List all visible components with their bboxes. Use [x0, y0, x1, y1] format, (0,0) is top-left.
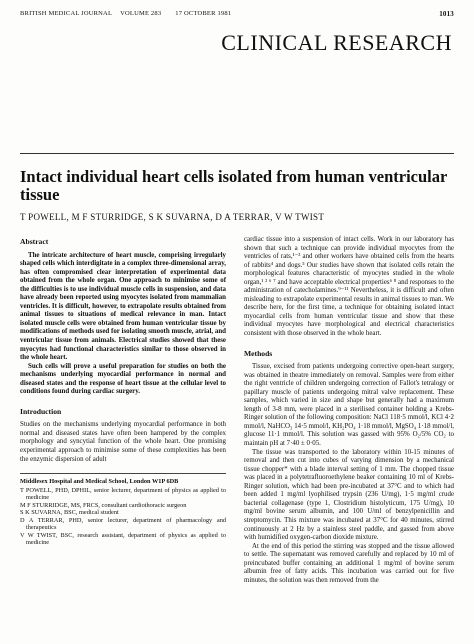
methods-paragraph: The tissue was transported to the laboratory within 10-15 minutes of removal and then cut into cubes of varying dimension by a mechanical tissue chopper* with a blade interval setting of 1 mm. The chopped tissue was placed in a polytetrafluoroethylene beaker containing 10 ml of Krebs-Ringer solution, which had been pre-incubated at 37°C and to which had been added 1 mg/ml lyophilised trypsin (236 U/mg), 1·5 mg/ml crude bacterial collagenase (type 1, Clostridium histolyticum, 175 U/mg), 10 mg/ml bovine serum albumin, and 100 U/ml of benzylpenicillin and streptomycin. This mixture was incubated at 37°C for 40 minutes, stirred continuously at 2 Hz by a stainless steel paddle, and gassed from above with humidified oxygen-carbon dioxide mixture. [244, 448, 454, 542]
left-column [20, 236, 226, 547]
abstract-paragraph: The intricate architecture of heart muscle, comprising irregularly shaped cells which interdigitate in a complex three-dimensional array, has often compromised clear interpretation of experimental data obtained from the whole organ. One approach to minimise some of the difficulties is to use individual muscle cells in suspension, and data have already been reported using myocytes isolated from mammalian ventricles. It is difficult, however, to extrapolate results obtained from animal tissues to situations of medical relevance in man. Intact isolated muscle cells were obtained from human ventricular tissue by modifications of methods used for isolating smooth muscle, atrial, and ventricular tissue from animals. Electrical studies showed that these myocytes had functional characteristics similar to those observed in the whole heart. [20, 251, 226, 362]
affiliation-line: M F STURRIDGE, MS, FRCS, consultant cardiothoracic surgeon [20, 501, 187, 509]
running-head [20, 10, 454, 18]
title-divider [20, 153, 454, 154]
affiliation-line: V W TWIST, BSC, research assistant, department of physics as applied to medicine [20, 531, 226, 547]
article-title: Intact individual heart cells isolated from human ventricular tissue [20, 167, 448, 204]
introduction-heading: Introduction [20, 406, 62, 416]
journal-name: BRITISH MEDICAL JOURNAL [20, 10, 113, 17]
introduction-paragraph: Studies on the mechanisms underlying myocardial performance in both normal and diseased states have often been hampered by the complex morphology and syncytial function of the whole heart. One promising experimental approach to minimise some of these complexities has been the enzymic dispersion of adult [20, 421, 226, 463]
affiliation-line: T POWELL, PHD, DPHIL, senior lecturer, department of physics as applied to medicine [20, 486, 226, 502]
page-number: 1013 [439, 10, 454, 18]
author-list: T POWELL, M F STURRIDGE, S K SUVARNA, D A TERRAR, V W TWIST [20, 212, 325, 222]
affiliation-line: D A TERRAR, PHD, senior lecturer, department of pharmacology and therapeutics [20, 516, 226, 532]
section-title: CLINICAL RESEARCH [221, 30, 452, 55]
abstract-paragraph: Such cells will prove a useful preparation for studies on both the mechanisms underlying myocardial performance in normal and diseased states and the response of heart tissue at the cellular level to conditions found during cardiac surgery. [20, 362, 226, 396]
introduction-continued: cardiac tissue into a suspension of intact cells. Work in our laboratory has shown that such a technique can provide individual myocytes from the ventricles of rats,¹⁻³ and other workers have obtained cells from the hearts of rabbits⁴ and dogs.⁵ Our studies have shown that isolated cells retain the morphological features characteristic of myocytes studied in the whole organ,¹ ² ⁶ ⁷ and have acceptable electrical properties⁶ ⁸ and responses to the administration of catecholamines.⁹⁻¹¹ Nevertheless, it is difficult and often misleading to extrapolate experimental results in animal tissues to man. We describe here, for the first time, a technique for obtaining isolated intact myocardial cells from human ventricular tissue and show that these individual myocytes have morphological and electrical characteristics consistent with those observed in the whole heart. [244, 236, 454, 338]
issue-date: 17 OCTOBER 1981 [175, 10, 232, 17]
spacer [20, 397, 226, 406]
spacer [244, 339, 454, 348]
affiliations [20, 473, 226, 547]
institution: Middlesex Hospital and Medical School, London W1P 6DB [20, 478, 179, 486]
right-column [244, 236, 454, 585]
abstract-body [20, 252, 226, 397]
affiliation-line: S K SUVARNA, BSC, medical student [20, 509, 119, 517]
volume-number: VOLUME 283 [120, 10, 162, 17]
methods-paragraph: At the end of this period the stirring was stopped and the tissue allowed to settle. The supernatant was removed carefully and replaced by 10 ml of preincubated buffer containing an additional 1 mg/ml of bovine serum albumin free of fatty acids. This incubation was carried out for five minutes, the solution was then removed from the [244, 542, 454, 584]
methods-paragraph: Tissue, excised from patients undergoing corrective open-heart surgery, was obtained in theatre immediately on removal. Samples were from either the right ventricle of children undergoing correction of Fallot's tetralogy or papillary muscle of patients undergoing mitral valve replacement. These samples, which varied in size and shape but generally had a maximum length of 3-8 mm, were placed in a sterilised container holding a Krebs-Ringer solution of the following composition: NaCl 118·5 mmol/l, KCl 4·2 mmol/l, NaHCO₃ 14·5 mmol/l, KH₂PO₄ 1·18 mmol/l, MgSO₄ 1·18 mmol/l, glucose 11·1 mmol/l. This solution was gassed with 95% O₂/5% CO₂ to maintain pH at 7·40 ± 0·05. [244, 363, 454, 448]
methods-heading: Methods [244, 348, 273, 358]
abstract-heading: Abstract [20, 237, 49, 246]
